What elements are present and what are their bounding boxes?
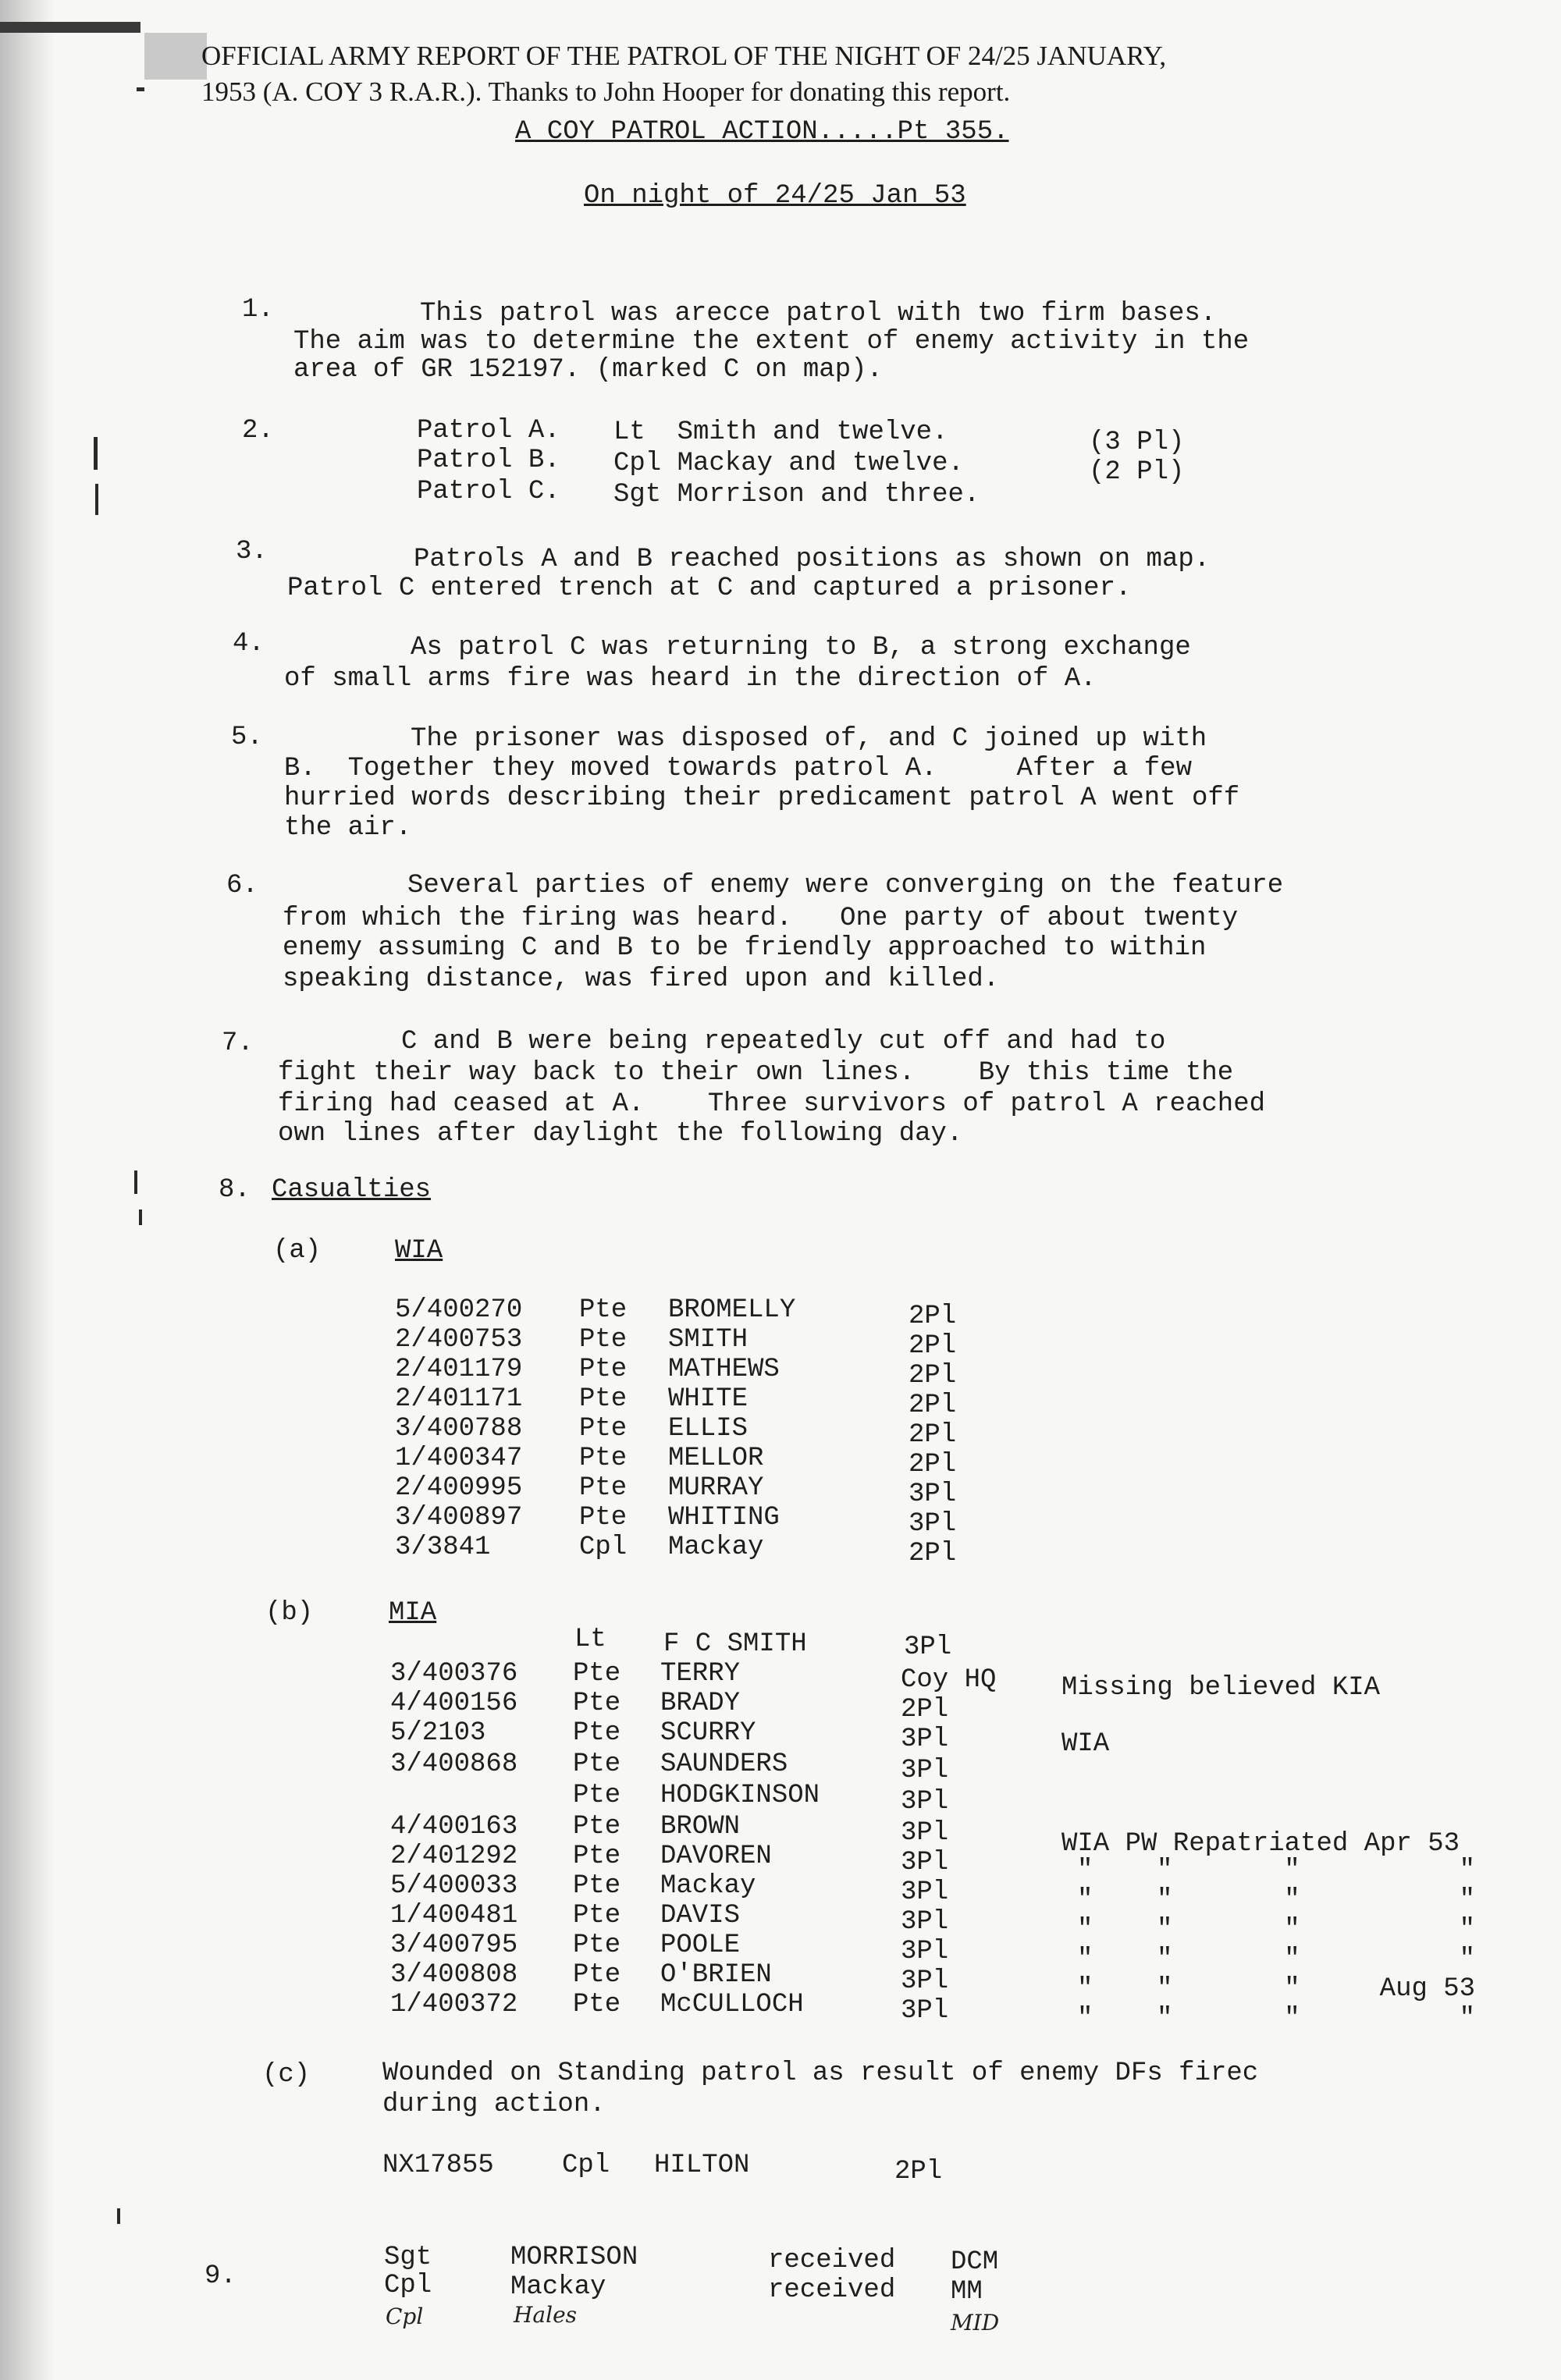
mia-service-number: 2/401292 (390, 1842, 518, 1871)
mia-rank: Pte (573, 1960, 621, 1990)
mia-rank: Pte (573, 1781, 621, 1810)
wia-heading: WIA (395, 1236, 443, 1266)
mia-service-number: 4/400156 (390, 1689, 518, 1718)
mia-name: BROWN (660, 1812, 741, 1842)
margin-mark (95, 484, 98, 515)
para-3-number: 3. (236, 537, 268, 567)
other-line-1: Wounded on Standing patrol as result of enemy DFs firec (382, 2059, 1259, 2088)
award-name: Mackay (510, 2272, 606, 2302)
mia-service-number: 3/400376 (390, 1659, 518, 1689)
para-1-number: 1. (242, 295, 274, 325)
mia-platoon: 3Pl (901, 1966, 949, 1996)
mia-platoon: 3Pl (901, 1725, 949, 1754)
mia-note: " " " " (1077, 2004, 1476, 2034)
mia-note: " " " " (1077, 1856, 1476, 1885)
margin-mark (94, 437, 98, 470)
mia-name: DAVOREN (660, 1842, 772, 1871)
para-1-line-3: area of GR 152197. (marked C on map). (293, 355, 883, 385)
award-type: DCM (951, 2247, 999, 2277)
mia-label: (b) (265, 1598, 314, 1628)
mia-rank: Pte (573, 1812, 621, 1842)
para-5-line-3: hurried words describing their predicament patrol A went off (284, 783, 1240, 813)
wia-rank: Pte (579, 1414, 628, 1444)
para-7-line-3: firing had ceased at A. Three survivors of patrol A reached (278, 1089, 1266, 1119)
mia-rank: Pte (573, 1871, 621, 1901)
mia-platoon: 3Pl (901, 1787, 949, 1817)
para-1-line-2: The aim was to determine the extent of enemy activity in the (293, 327, 1250, 357)
mia-platoon: 3Pl (904, 1632, 952, 1662)
margin-mark (117, 2208, 120, 2224)
mia-rank: Pte (573, 1689, 621, 1718)
patrol-name: Patrol B. (417, 446, 560, 475)
mia-name: HODGKINSON (660, 1781, 820, 1810)
other-name: HILTON (654, 2151, 750, 2180)
mia-name: BRADY (660, 1689, 741, 1718)
award-type: MM (951, 2277, 983, 2307)
para-2-number: 2. (242, 416, 274, 446)
mia-rank: Pte (573, 1842, 621, 1871)
mia-platoon: 3Pl (901, 1937, 949, 1966)
wia-rank: Pte (579, 1325, 628, 1355)
mia-service-number: 1/400372 (390, 1990, 518, 2019)
header-line-1: OFFICIAL ARMY REPORT OF THE PATROL OF THE NIGHT OF 24/25 JANUARY, (201, 41, 1167, 71)
wia-platoon: 2Pl (909, 1450, 957, 1480)
para-4-line-2: of small arms fire was heard in the direction of A. (284, 664, 1097, 694)
mia-rank: Pte (573, 1659, 621, 1689)
mia-rank: Pte (573, 1901, 621, 1931)
mia-note: " " " " (1077, 1945, 1476, 1974)
patrol-members: Lt Smith and twelve. (613, 417, 948, 447)
wia-platoon: 3Pl (909, 1509, 957, 1539)
mia-service-number: 4/400163 (390, 1812, 518, 1842)
para-7-line-4: own lines after daylight the following day. (278, 1119, 963, 1149)
mia-name: SAUNDERS (660, 1749, 788, 1779)
margin-mark (139, 1210, 142, 1225)
wia-rank: Pte (579, 1384, 628, 1414)
other-rank: Cpl (562, 2151, 610, 2180)
wia-name: MELLOR (668, 1444, 764, 1473)
wia-service-number: 3/3841 (395, 1533, 491, 1562)
mia-note: " " " " (1077, 1915, 1476, 1945)
mia-name: F C SMITH (663, 1629, 807, 1659)
margin-mark (134, 1170, 137, 1194)
scan-edge-shadow (0, 0, 55, 2380)
patrol-platoon: (2 Pl) (1089, 457, 1185, 487)
para-5-line-4: the air. (284, 813, 412, 843)
wia-rank: Pte (579, 1355, 628, 1384)
mia-platoon: 3Pl (901, 1848, 949, 1877)
wia-name: BROMELLY (668, 1295, 796, 1325)
para-8-number: 8. (219, 1175, 251, 1205)
wia-name: MATHEWS (668, 1355, 780, 1384)
para-4-number: 4. (233, 629, 265, 659)
mia-platoon: 3Pl (901, 1877, 949, 1907)
handwritten-name: Hales (514, 2302, 578, 2328)
wia-platoon: 2Pl (909, 1539, 957, 1568)
mia-name: McCULLOCH (660, 1990, 804, 2019)
mia-service-number: 3/400868 (390, 1749, 518, 1779)
wia-name: WHITING (668, 1503, 780, 1533)
mia-heading: MIA (389, 1598, 437, 1628)
award-text: received (768, 2275, 896, 2305)
wia-rank: Pte (579, 1295, 628, 1325)
wia-platoon: 3Pl (909, 1480, 957, 1509)
mia-name: TERRY (660, 1659, 741, 1689)
wia-service-number: 2/400753 (395, 1325, 523, 1355)
margin-mark (137, 87, 144, 91)
scan-mark-bar (0, 22, 140, 33)
para-5-line-2: B. Together they moved towards patrol A. After a few (284, 754, 1192, 783)
wia-service-number: 5/400270 (395, 1295, 523, 1325)
mia-name: SCURRY (660, 1718, 756, 1748)
para-5-line-1: The prisoner was disposed of, and C joined up with (411, 724, 1207, 754)
wia-service-number: 2/400995 (395, 1473, 523, 1503)
mia-note: " " " " (1077, 1885, 1476, 1915)
para-6-line-4: speaking distance, was fired upon and killed. (283, 964, 1000, 994)
wia-platoon: 2Pl (909, 1361, 957, 1391)
mia-rank: Pte (573, 1749, 621, 1779)
wia-service-number: 3/400897 (395, 1503, 523, 1533)
mia-name: POOLE (660, 1931, 741, 1960)
document-subtitle: On night of 24/25 Jan 53 (584, 181, 966, 211)
other-platoon: 2Pl (894, 2157, 943, 2186)
patrol-name: Patrol A. (417, 416, 560, 446)
wia-name: Mackay (668, 1533, 764, 1562)
award-rank: Sgt (384, 2243, 432, 2272)
patrol-members: Cpl Mackay and twelve. (613, 449, 964, 478)
mia-rank: Pte (573, 1931, 621, 1960)
para-6-line-2: from which the firing was heard. One party of about twenty (283, 904, 1239, 933)
mia-platoon: 3Pl (901, 1996, 949, 2026)
mia-service-number: 5/2103 (390, 1718, 486, 1748)
patrol-name: Patrol C. (417, 477, 560, 506)
para-6-line-3: enemy assuming C and B to be friendly approached to within (283, 933, 1207, 963)
award-rank: Cpl (384, 2271, 432, 2300)
award-name: MORRISON (510, 2243, 638, 2272)
wia-platoon: 2Pl (909, 1420, 957, 1450)
mia-platoon: 3Pl (901, 1818, 949, 1848)
wia-name: MURRAY (668, 1473, 764, 1503)
para-9-number: 9. (204, 2261, 236, 2291)
patrol-members: Sgt Morrison and three. (613, 480, 980, 510)
award-text: received (768, 2246, 896, 2275)
para-4-line-1: As patrol C was returning to B, a strong exchange (411, 633, 1191, 662)
mia-note: WIA (1061, 1729, 1110, 1759)
wia-service-number: 2/401171 (395, 1384, 523, 1414)
mia-rank: Pte (573, 1718, 621, 1748)
mia-name: DAVIS (660, 1901, 741, 1931)
para-3-line-1: Patrols A and B reached positions as shown on map. (414, 545, 1211, 574)
wia-rank: Pte (579, 1444, 628, 1473)
mia-name: Mackay (660, 1871, 756, 1901)
wia-rank: Pte (579, 1473, 628, 1503)
mia-note: Missing believed KIA (1061, 1673, 1381, 1703)
document-title: A COY PATROL ACTION.....Pt 355. (515, 117, 1009, 147)
wia-name: ELLIS (668, 1414, 748, 1444)
wia-name: SMITH (668, 1325, 748, 1355)
wia-service-number: 2/401179 (395, 1355, 523, 1384)
patrol-platoon: (3 Pl) (1089, 428, 1185, 457)
wia-platoon: 2Pl (909, 1391, 957, 1420)
para-6-number: 6. (226, 871, 258, 900)
header-line-2: 1953 (A. COY 3 R.A.R.). Thanks to John Hooper for donating this report. (201, 76, 1011, 107)
wia-rank: Cpl (579, 1533, 628, 1562)
mia-note: WIA PW Repatriated Apr 53 (1061, 1829, 1460, 1859)
wia-name: WHITE (668, 1384, 748, 1414)
mia-rank: Pte (573, 1990, 621, 2019)
mia-platoon: 3Pl (901, 1907, 949, 1937)
wia-platoon: 2Pl (909, 1331, 957, 1361)
wia-service-number: 1/400347 (395, 1444, 523, 1473)
para-7-line-2: fight their way back to their own lines. By this time the (278, 1058, 1234, 1088)
mia-platoon: 3Pl (901, 1756, 949, 1785)
scan-mark-block (144, 33, 207, 80)
para-7-line-1: C and B were being repeatedly cut off and had to (401, 1027, 1166, 1057)
mia-platoon: 2Pl (901, 1695, 949, 1725)
mia-rank: Lt (574, 1625, 606, 1654)
wia-label: (a) (273, 1236, 322, 1266)
para-7-number: 7. (222, 1028, 254, 1058)
para-6-line-1: Several parties of enemy were converging on the feature (407, 871, 1284, 900)
mia-note: " " " Aug 53 (1077, 1974, 1476, 2004)
other-label: (c) (262, 2060, 311, 2090)
mia-name: O'BRIEN (660, 1960, 772, 1990)
para-1-line-1: This patrol was arecce patrol with two firm bases. (420, 299, 1217, 329)
mia-service-number: 3/400795 (390, 1931, 518, 1960)
mia-service-number: 5/400033 (390, 1871, 518, 1901)
mia-platoon: Coy HQ (901, 1665, 997, 1695)
para-5-number: 5. (231, 723, 263, 752)
other-service-number: NX17855 (382, 2151, 494, 2180)
wia-service-number: 3/400788 (395, 1414, 523, 1444)
casualties-heading: Casualties (272, 1175, 432, 1205)
other-line-2: during action. (382, 2090, 606, 2119)
handwritten-award: MID (951, 2310, 1000, 2336)
wia-rank: Pte (579, 1503, 628, 1533)
mia-service-number: 1/400481 (390, 1901, 518, 1931)
handwritten-rank: Cpl (386, 2304, 424, 2329)
wia-platoon: 2Pl (909, 1302, 957, 1331)
para-3-line-2: Patrol C entered trench at C and captured a prisoner. (287, 574, 1132, 603)
mia-service-number: 3/400808 (390, 1960, 518, 1990)
